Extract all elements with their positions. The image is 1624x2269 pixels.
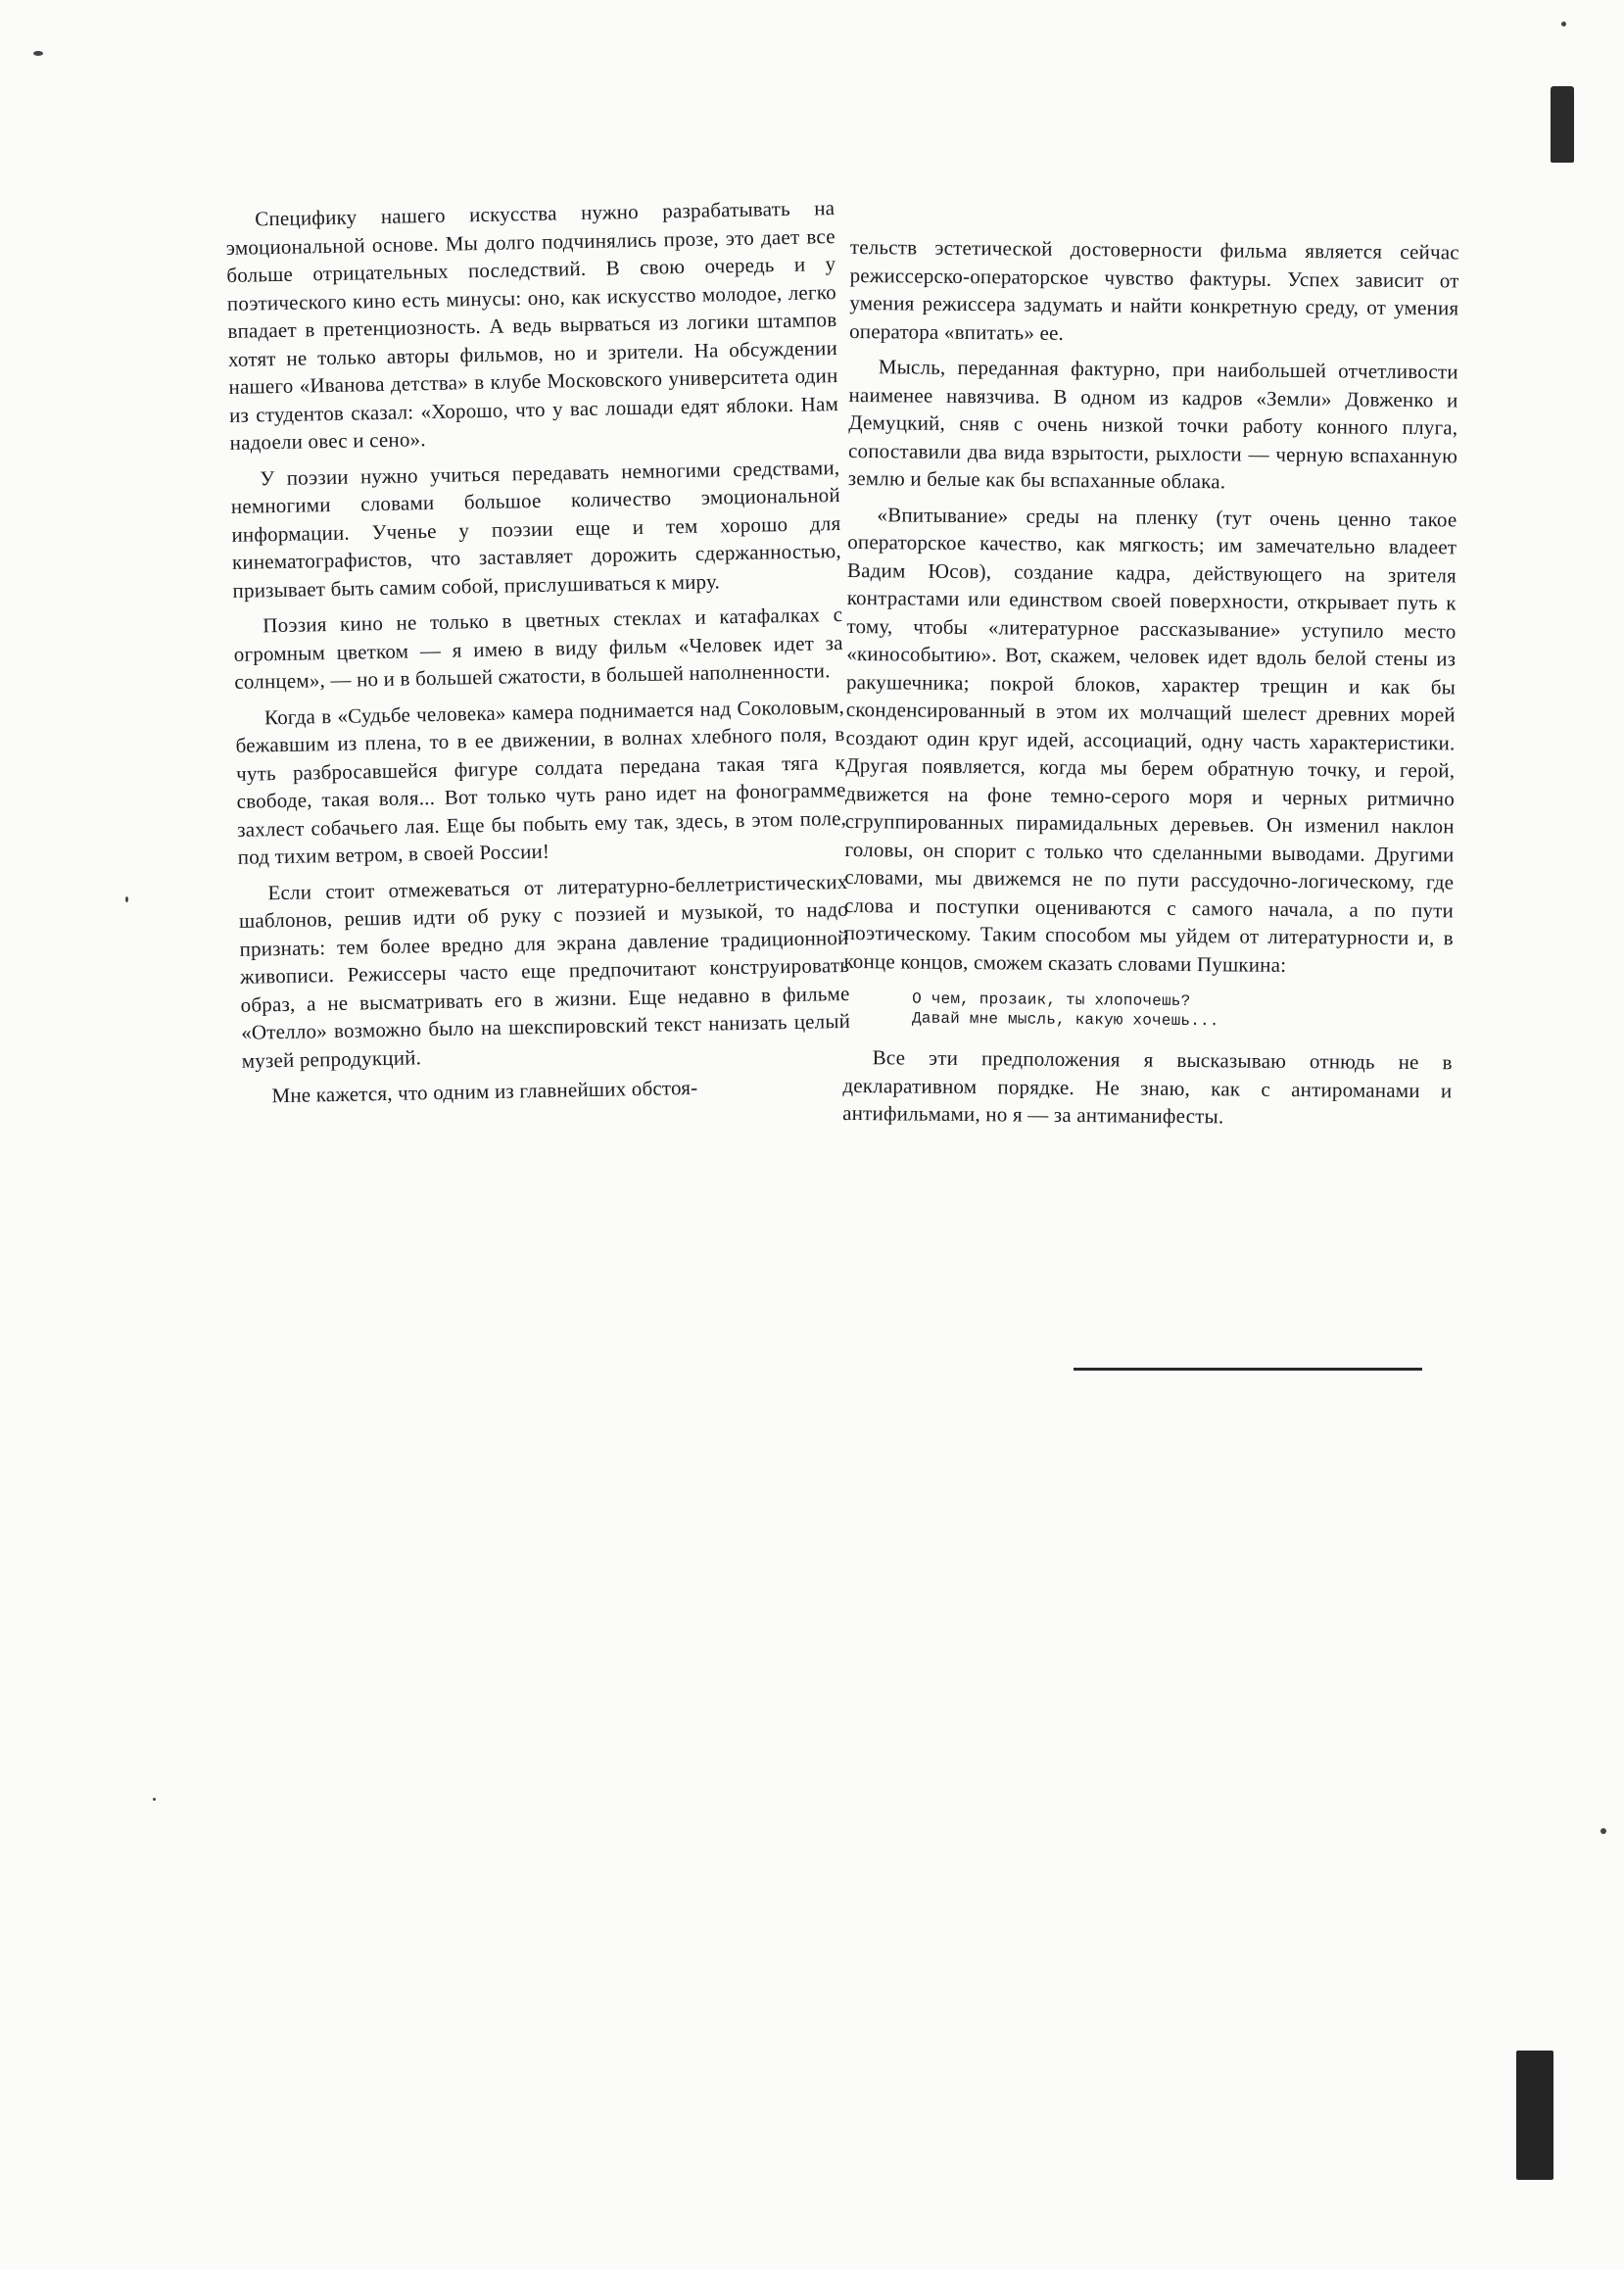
paragraph: тельств эстетической достоверности фильма является сейчас режиссерско-операторское чувство фактуры. Успех зависит от умения режиссера задумать и найти конкретную среду, от умения оператора «впитать» ее. [849, 234, 1459, 345]
paragraph: Специфику нашего искусства нужно разрабатывать на эмоциональной основе. Мы долго подчинялись прозе, это дает все больше отрицательных последствий. В свою очередь и у поэтического кино есть минусы: оно, как искусство молодое, легко впадает в претенциозность. А ведь вырваться из логики штампов хотят не только авторы фильмов, но и зрители. На обсуждении нашего «Иванова детства» в клубе Московского университета один из студентов сказал: «Хорошо, что у вас лошади едят яблоки. Нам надоели овес и сено». [225, 196, 839, 455]
paragraph: Когда в «Судьбе человека» камера поднимается над Соколовым, бежавшим из плена, то в ее движении, в волнах хлебного поля, в чуть разбросавшейся фигуре солдата передана такая тяга к свободе, такая воля... Вот только чуть рано идет на фонограмме захлест собачьего лая. Еще бы побыть ему так, здесь, в этом поле, под тихим ветром, в своей России! [235, 694, 847, 869]
paragraph: Все эти предположения я высказываю отнюдь не в декларативном порядке. Не знаю, как с антироманами и антифильмами, но я — за антиманифесты. [842, 1045, 1453, 1129]
paragraph: Мне кажется, что одним из главнейших обстоя- [271, 1075, 698, 1108]
scan-edge-mark [1551, 86, 1574, 163]
scan-speck [1561, 22, 1566, 26]
paragraph: Если стоит отмежеваться от литературно-беллетристических шаблонов, решив идти об руку с поэзией и музыкой, то надо признать: тем более вредно для экрана давление традиционной живописи. Режиссеры часто еще предпочитают конструировать образ, а не высматривать его в жизни. Еще недавно в фильме «Отелло» возможно было на шекспировский текст нанизать целый музей репродукций. [238, 869, 851, 1073]
quote-line: Давай мне мысль, какую хочешь... [911, 1009, 1219, 1031]
pushkin-quote [912, 990, 1453, 1034]
scan-edge-mark [1516, 2051, 1553, 2180]
scan-speck [1600, 1828, 1606, 1834]
quote-line: О чем, прозаик, ты хлопочешь? [912, 990, 1191, 1011]
end-rule [1074, 1368, 1422, 1371]
scan-speck [153, 1798, 156, 1801]
paragraph: Поэзия кино не только в цветных стеклах и катафалках с огромным цветком — я имею в виду фильм «Человек идет за солнцем», — но и в большей сжатости, в большей наполненности. [233, 602, 843, 694]
paragraph: У поэзии нужно учиться передавать немногими средствами, немногими словами большое количество эмоциональной информации. Ученье у поэзии еще и тем хорошо для кинематографистов, что заставляет дорожить сдержанностью, призывает быть самим собой, прислушиваться к миру. [230, 455, 842, 603]
left-text-column [225, 194, 852, 1118]
paragraph: Мысль, переданная фактурно, при наибольшей отчетливости наименее навязчива. В одном из кадров «Земли» Довженко и Демуцкий, сняв с очень низкой точки работу конного плуга, сопоставили два вида взрытости, рыхлости — черную вспаханную землю и белые как бы вспаханные облака. [847, 355, 1458, 494]
scan-speck [125, 896, 128, 902]
paragraph: «Впитывание» среды на пленку (тут очень ценно такое операторское качество, как мягкость; им замечательно владеет Вадим Юсов), создание кадра, действующего на зрителя контрастами или единством своей поверхности, открывает путь к тому, чтобы «литературное рассказывание» уступило место «кинособытию». Вот, скажем, человек идет вдоль белой стены из ракушечника; покрой блоков, характер трещин и как бы сконденсированный в этом их молчащий шелест древних морей создают один круг идей, ассоциаций, одну часть характеристики. Другая появляется, когда мы берем обратную точку, и герой, движется на фоне темно-серого моря и черных ритмично сгруппированных пирамидальных деревьев. Он изменил наклон головы, он спорит с только что сделанными выводами. Другими словами, мы движемся не по пути рассудочно-логическому, где слова и поступки оцениваются с самого начала, а по пути поэтическому. Таким способом мы уйдем от литературности и, в конце концов, сможем сказать словами Пушкина: [843, 502, 1457, 977]
right-text-column [842, 233, 1459, 1140]
scan-speck [33, 51, 43, 56]
